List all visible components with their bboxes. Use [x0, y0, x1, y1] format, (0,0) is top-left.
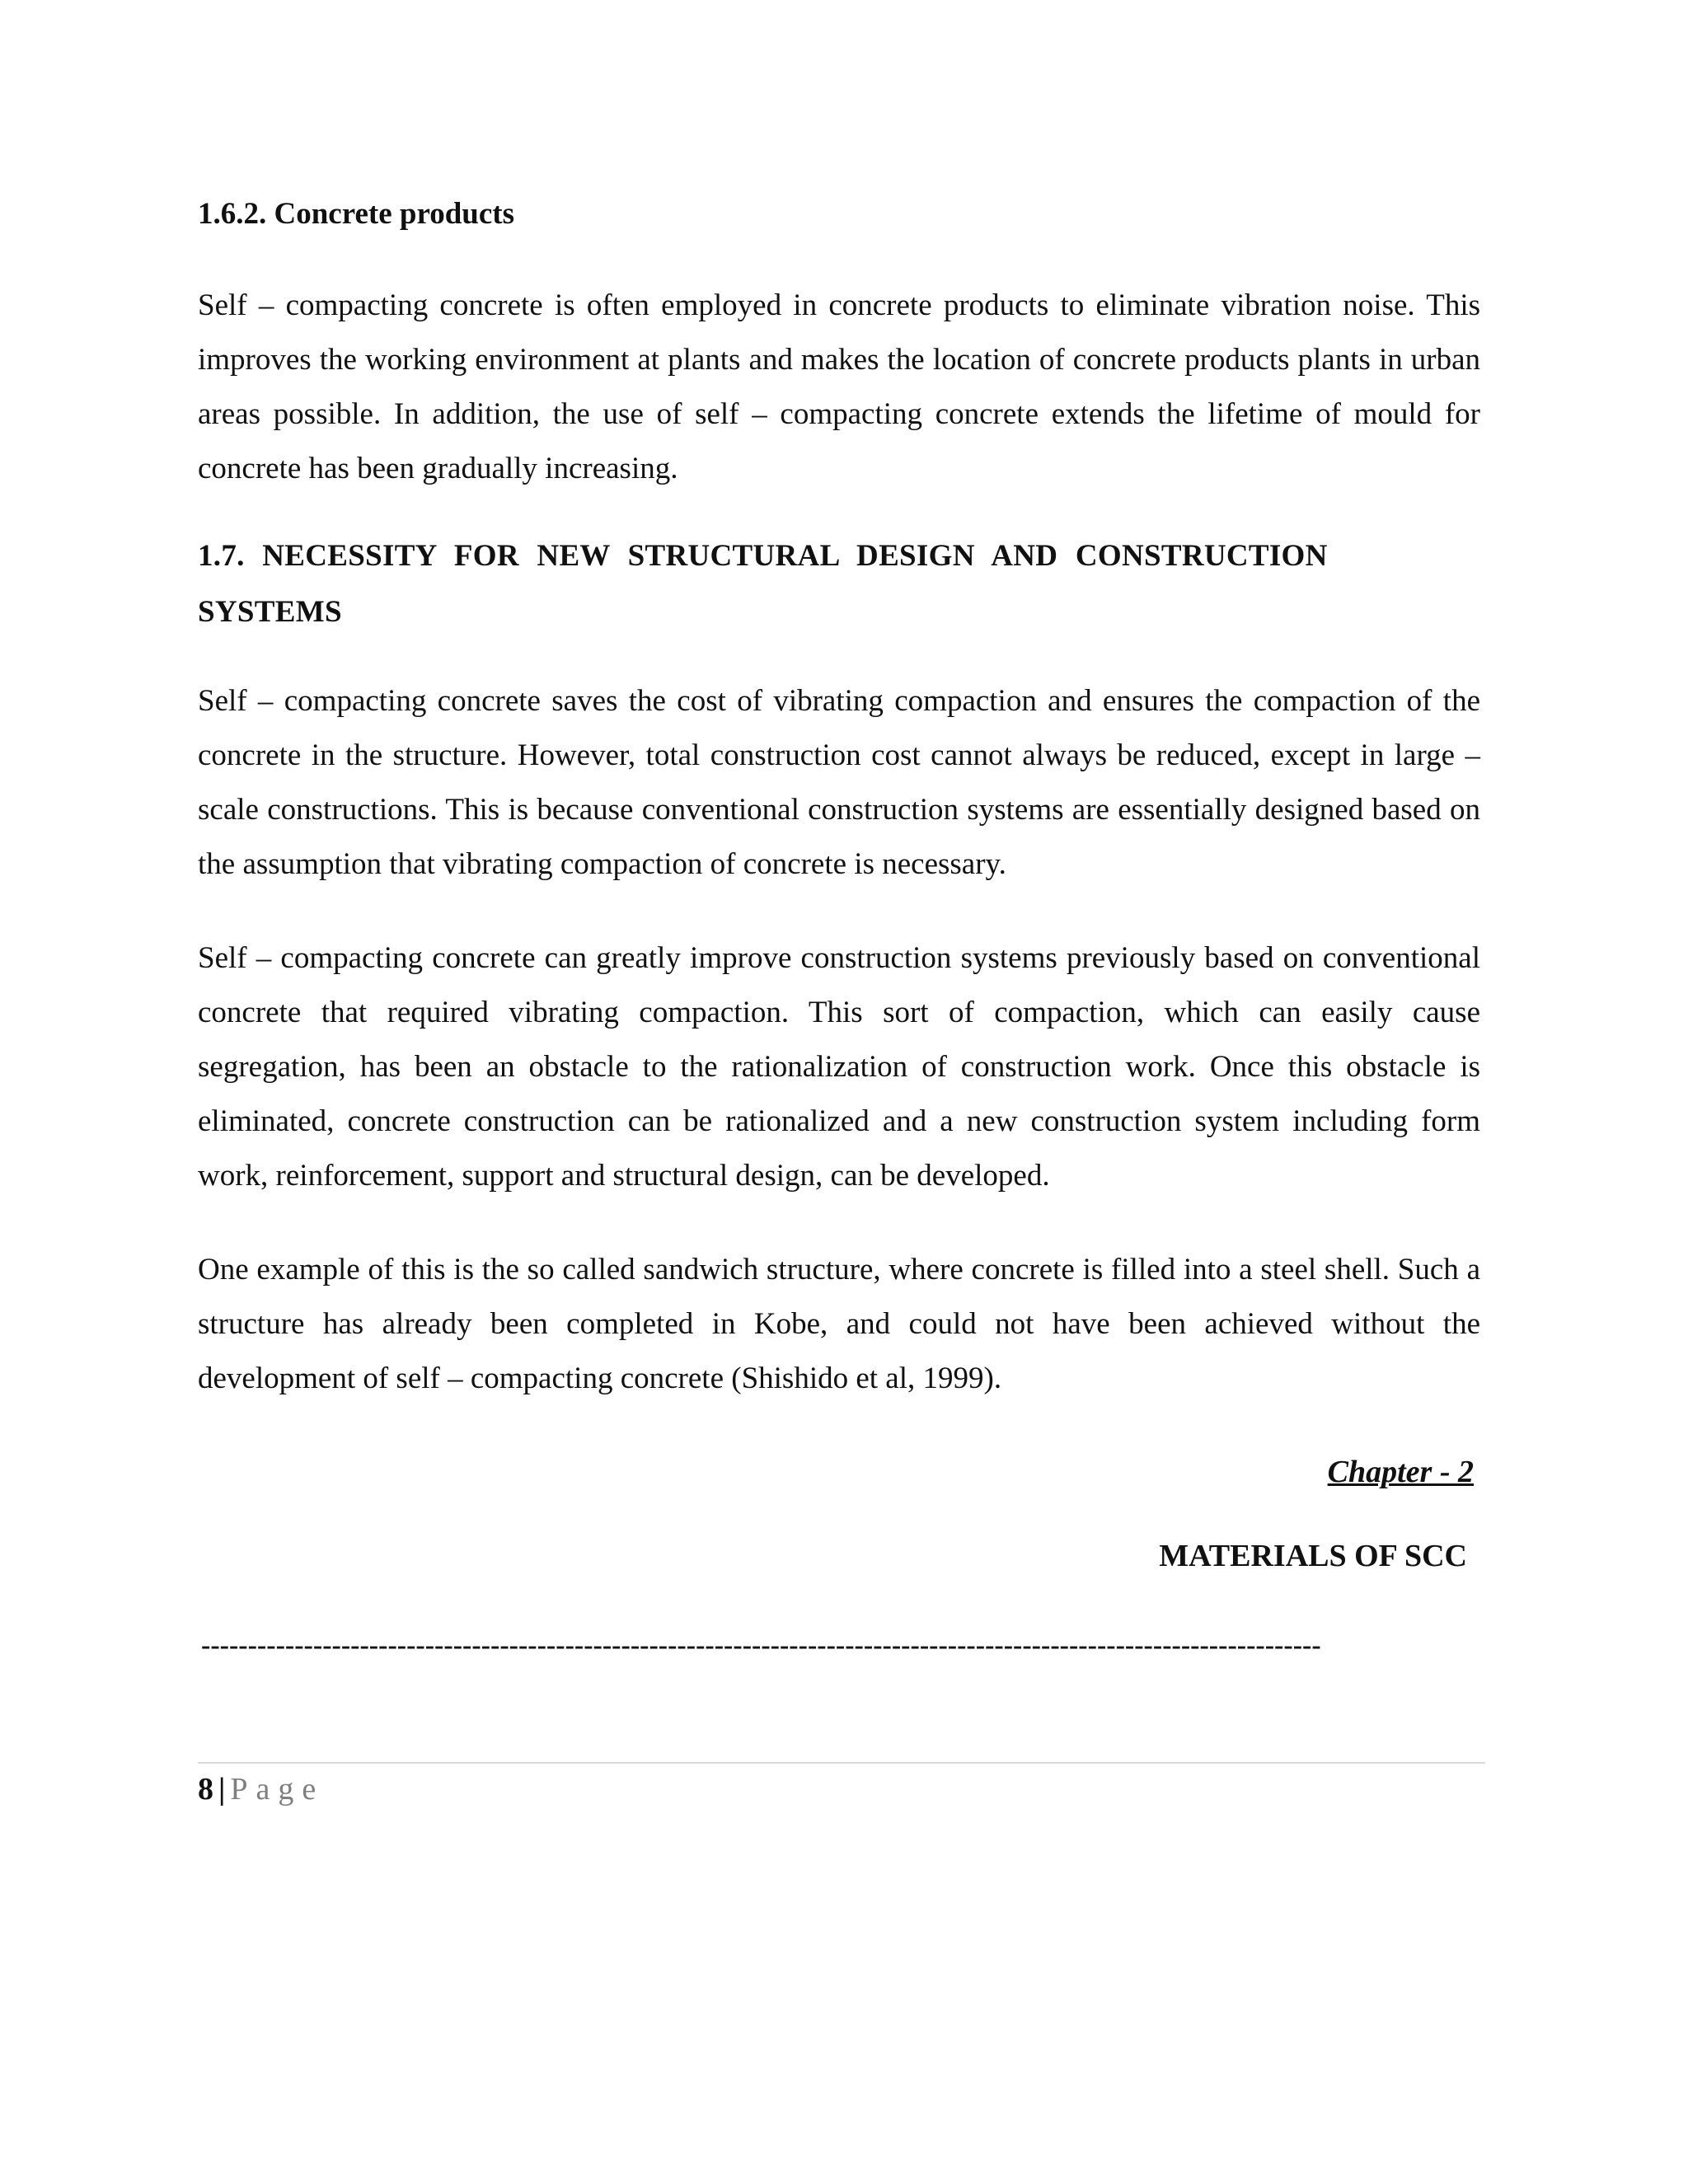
chapter-label: Chapter - 2 [1327, 1455, 1474, 1489]
page-word: Page [230, 1772, 325, 1807]
dashed-separator: ------------------------------------------------------------------------------------------------------------------------ [201, 1630, 1321, 1661]
page-footer [198, 1769, 324, 1810]
paragraph-necessity-3: One example of this is the so called sandwich structure, where concrete is filled into a steel shell. Such a structure has already been completed in Kobe, and could not have been achieved without the development of self – compacting concrete (Shishido et al, 1999). [198, 1253, 1480, 1395]
paragraph-necessity-1: Self – compacting concrete saves the cost of vibrating compaction and ensures the compaction of the concrete in the structure. However, total construction cost cannot always be reduced, except in large – scale constructions. This is because conventional construction systems are essentially designed based on the assumption that vibrating compaction of concrete is necessary. [198, 684, 1480, 881]
section-heading-concrete-products: 1.6.2. Concrete products [198, 197, 515, 231]
footer-divider [198, 1762, 1485, 1764]
page-separator: | [218, 1772, 226, 1807]
paragraph-concrete-products: Self – compacting concrete is often employed in concrete products to eliminate vibration noise. This improves the working environment at plants and makes the location of concrete products plants in urban areas possible. In addition, the use of self – compacting concrete extends the lifetime of mould for concrete has been gradually increasing. [198, 288, 1480, 485]
paragraph-necessity-2: Self – compacting concrete can greatly improve construction systems previously based on conventional concrete that required vibrating compaction. This sort of compaction, which can easily cause segregation, has been an obstacle to the rationalization of construction work. Once this obstacle is eliminated, concrete construction can be rationalized and a new construction system including form work, reinforcement, support and structural design, can be developed. [198, 941, 1480, 1193]
chapter-title: MATERIALS OF SCC [1159, 1539, 1467, 1573]
page-number: 8 [198, 1772, 213, 1807]
section-heading-necessity: 1.7. NECESSITY FOR NEW STRUCTURAL DESIGN AND CONSTRUCTION SYSTEMS [198, 539, 1328, 629]
